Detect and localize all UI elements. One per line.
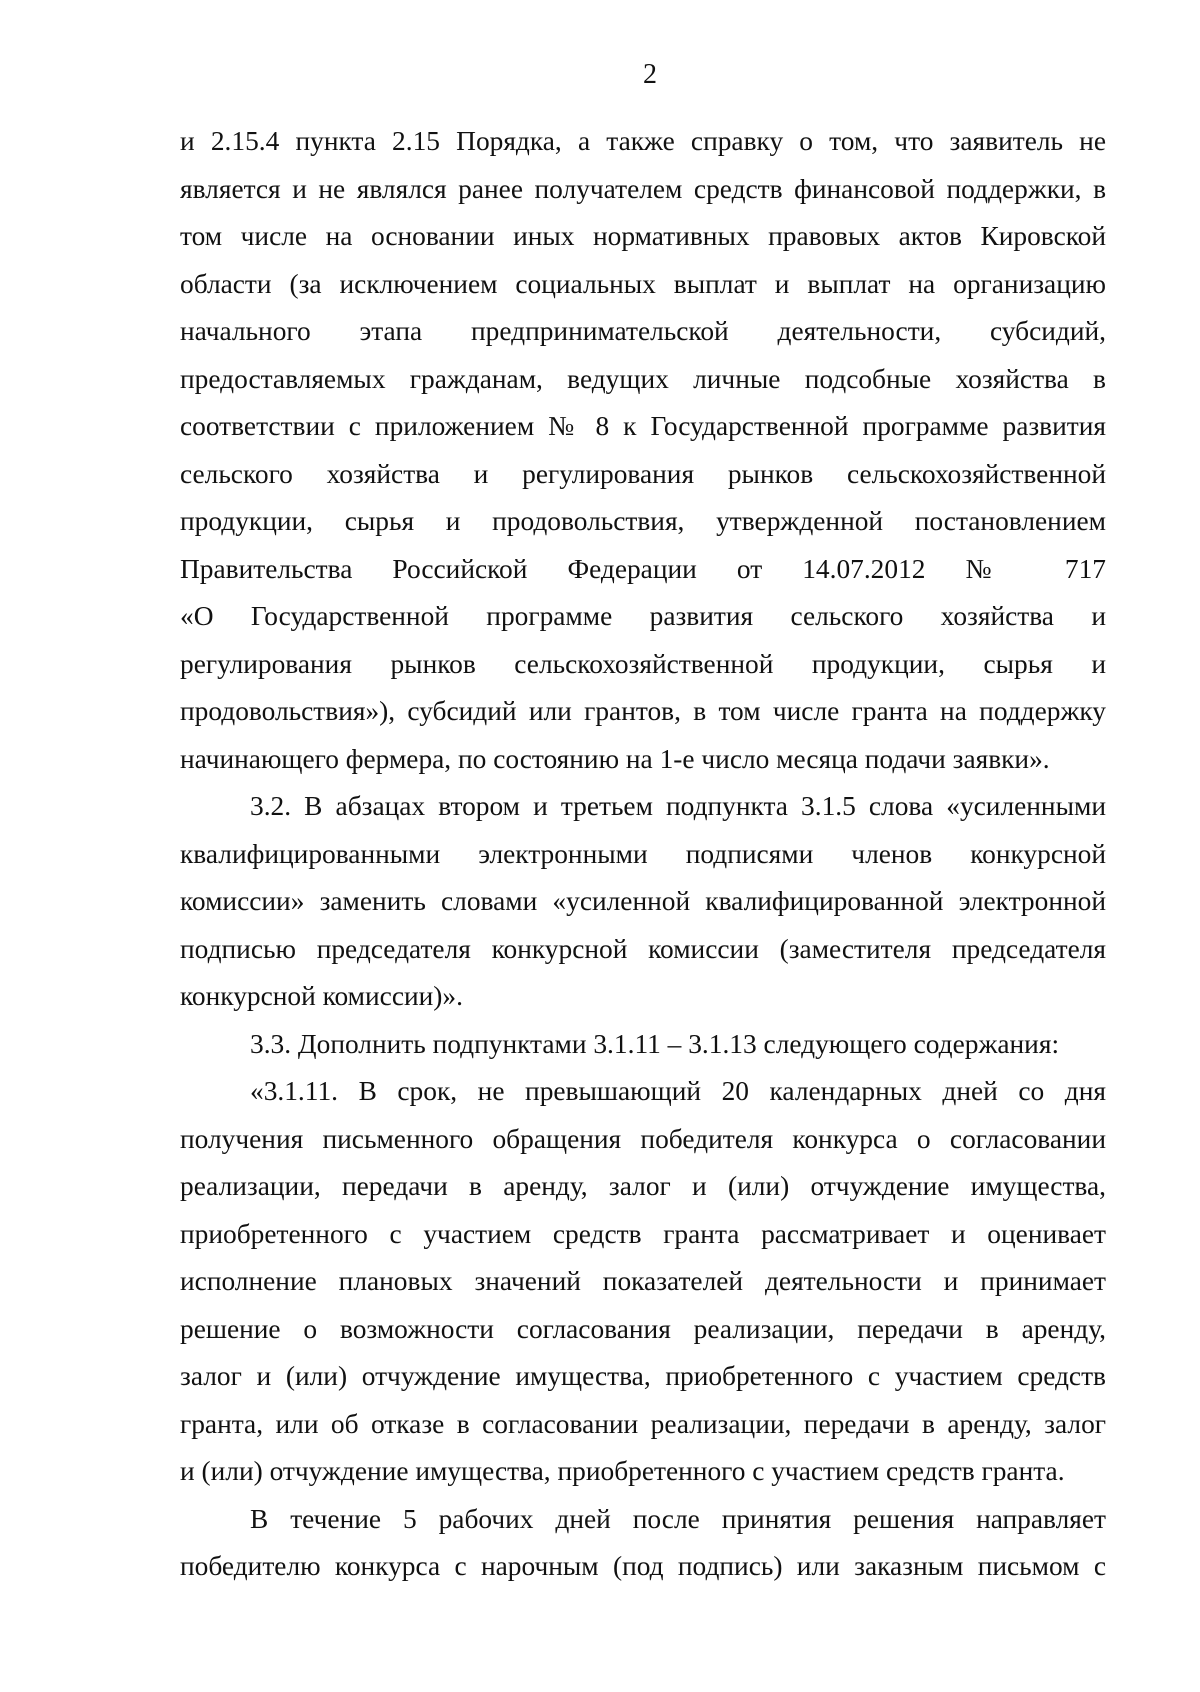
text-line: сельского хозяйства и регулирования рынков сельскохозяйственной bbox=[180, 458, 1106, 489]
text-line: начального этапа предпринимательской деятельности, субсидий, bbox=[180, 316, 1106, 346]
text-line: реализации, передачи в аренду, залог и (или) отчуждение имущества, bbox=[180, 1171, 1106, 1201]
paragraph bbox=[180, 1496, 1106, 1591]
text-line: регулирования рынков сельскохозяйственной продукции, сырья и bbox=[180, 648, 1106, 679]
text-line: и 2.15.4 пункта 2.15 Порядка, а также справку о том, что заявитель не bbox=[180, 126, 1106, 156]
text-line: 3.3. Дополнить подпунктами 3.1.11 – 3.1.13 следующего содержания: bbox=[250, 1028, 1060, 1059]
text-line: комиссии» заменить словами «усиленной квалифицированной электронной bbox=[180, 886, 1106, 916]
text-line: победителю конкурса с нарочным (под подпись) или заказным письмом с bbox=[180, 1551, 1106, 1581]
text-line: продукции, сырья и продовольствия, утвержденной постановлением bbox=[180, 506, 1106, 536]
paragraph bbox=[180, 1021, 1106, 1069]
page-number: 2 bbox=[643, 59, 657, 90]
text-line: и (или) отчуждение имущества, приобретенного с участием средств гранта. bbox=[180, 1456, 1065, 1486]
text-line: гранта, или об отказе в согласовании реализации, передачи в аренду, залог bbox=[180, 1408, 1106, 1439]
text-line: приобретенного с участием средств гранта рассматривает и оценивает bbox=[180, 1218, 1106, 1249]
text-line: предоставляемых гражданам, ведущих личные подсобные хозяйства в bbox=[180, 363, 1106, 394]
text-line: квалифицированными электронными подписями членов конкурсной bbox=[180, 838, 1106, 869]
text-line: области (за исключением социальных выплат и выплат на организацию bbox=[180, 268, 1106, 299]
text-line: начинающего фермера, по состоянию на 1-е число месяца подачи заявки». bbox=[180, 743, 1050, 774]
text-line: конкурсной комиссии)». bbox=[180, 981, 463, 1011]
text-line: соответствии с приложением № 8 к Государственной программе развития bbox=[180, 411, 1106, 441]
text-line: решение о возможности согласования реализации, передачи в аренду, bbox=[180, 1313, 1106, 1344]
text-line: «3.1.11. В срок, не превышающий 20 календарных дней со дня bbox=[250, 1076, 1106, 1106]
text-line: «О Государственной программе развития сельского хозяйства и bbox=[180, 601, 1106, 631]
text-line: исполнение плановых значений показателей деятельности и принимает bbox=[180, 1266, 1106, 1296]
text-line: получения письменного обращения победителя конкурса о согласовании bbox=[180, 1123, 1106, 1154]
document-body bbox=[180, 118, 1106, 1591]
text-line: В течение 5 рабочих дней после принятия решения направляет bbox=[250, 1503, 1106, 1534]
text-line: Правительства Российской Федерации от 14.07.2012 № 717 bbox=[180, 553, 1106, 584]
text-line: 3.2. В абзацах втором и третьем подпункта 3.1.5 слова «усиленными bbox=[250, 791, 1106, 821]
text-line: продовольствия»), субсидий или грантов, в том числе гранта на поддержку bbox=[180, 696, 1106, 726]
text-line: том числе на основании иных нормативных правовых актов Кировской bbox=[180, 221, 1106, 251]
text-line: залог и (или) отчуждение имущества, приобретенного с участием средств bbox=[180, 1361, 1106, 1391]
text-line: является и не являлся ранее получателем средств финансовой поддержки, в bbox=[180, 173, 1106, 204]
paragraph bbox=[180, 118, 1106, 783]
paragraph bbox=[180, 1068, 1106, 1496]
paragraph bbox=[180, 783, 1106, 1021]
text-line: подписью председателя конкурсной комиссии (заместителя председателя bbox=[180, 933, 1106, 964]
